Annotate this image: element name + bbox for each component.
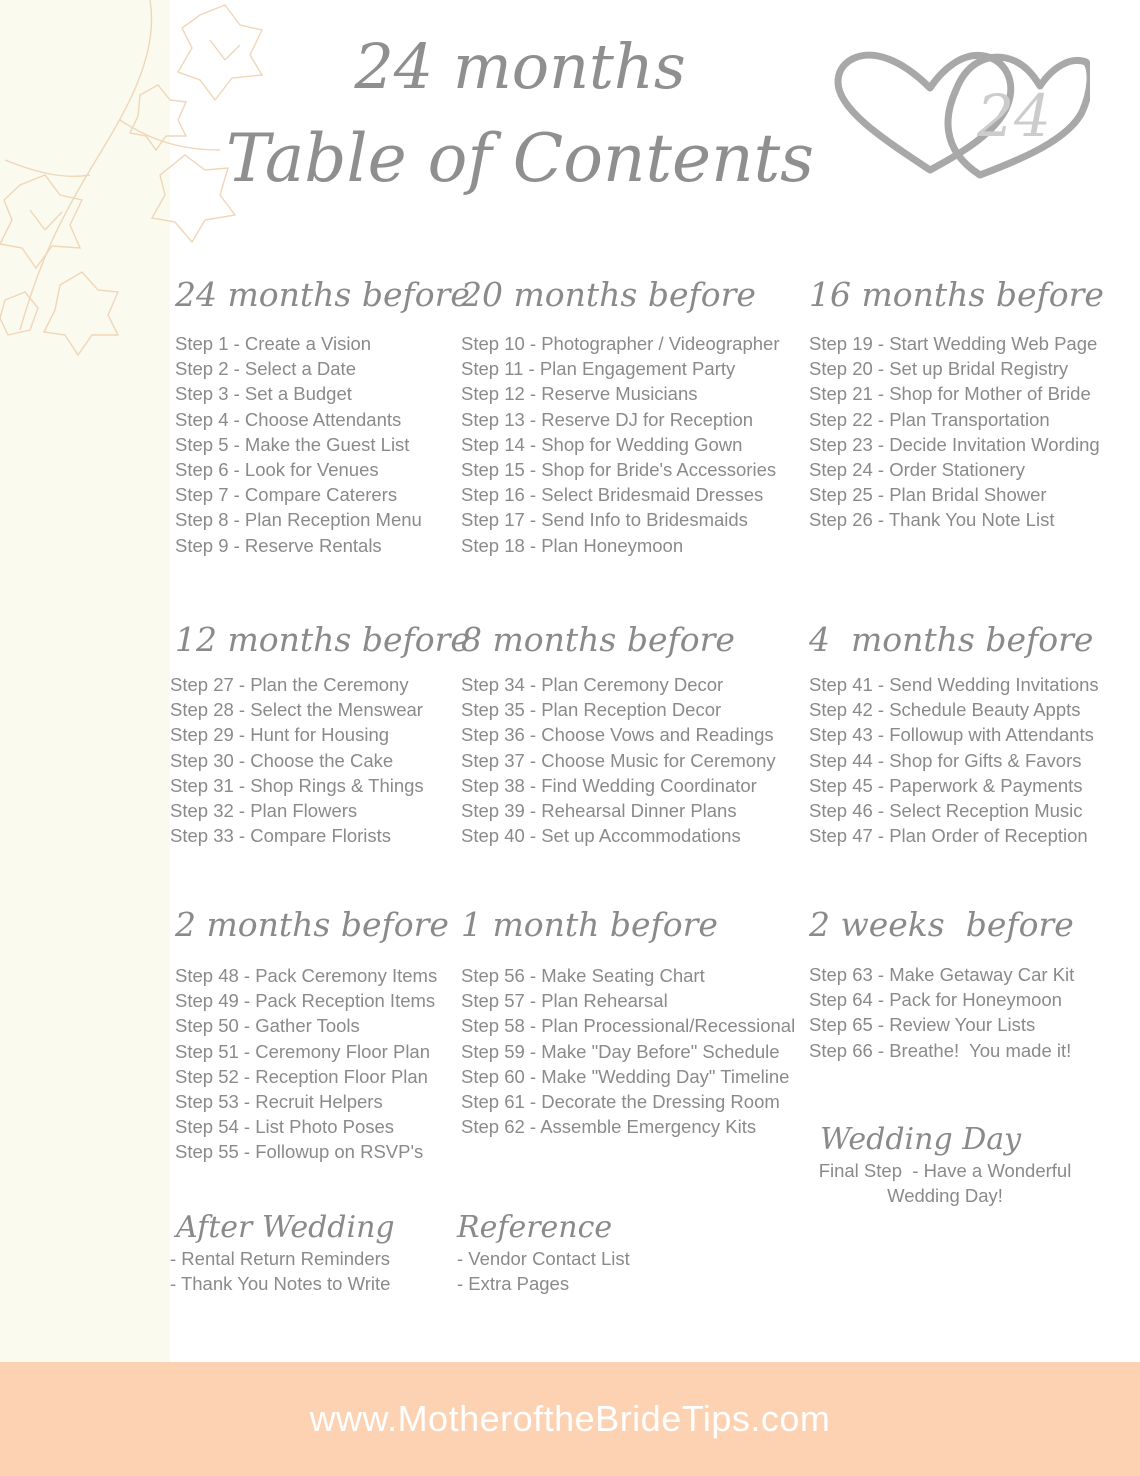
section-2-weeks [809,905,1074,1063]
section-2-months [175,905,449,1165]
reference-list [457,1246,630,1296]
double-heart-icon [830,50,1090,185]
list-item: Step 15 - Shop for Bride's Accessories [461,459,777,481]
step-list [170,672,470,848]
list-item: Step 55 - Followup on RSVP's [175,1141,424,1163]
list-item: Step 9 - Reserve Rentals [175,534,382,556]
footer-url[interactable]: www.MotheroftheBrideTips.com [0,1362,1140,1476]
step-list [175,331,470,558]
step-list [461,331,780,558]
list-item: Step 57 - Plan Rehearsal [461,990,668,1012]
list-item: Step 22 - Plan Transportation [809,408,1050,430]
section-heading: 4 months before [809,620,1094,659]
heart-number: 24 [977,82,1051,150]
list-item: Step 20 - Set up Bridal Registry [809,358,1069,380]
list-item: Step 30 - Choose the Cake [170,749,394,771]
list-item: Step 39 - Rehearsal Dinner Plans [461,800,737,822]
list-item: Step 4 - Choose Attendants [175,408,402,430]
list-item: Step 24 - Order Stationery [809,459,1025,481]
list-item: Step 21 - Shop for Mother of Bride [809,383,1091,405]
list-item: Step 5 - Make the Guest List [175,433,410,455]
page-title-line1: 24 months [354,30,686,103]
list-item: Step 63 - Make Getaway Car Kit [809,964,1075,985]
list-item: Step 60 - Make "Wedding Day" Timeline [461,1065,790,1087]
list-item: Step 54 - List Photo Poses [175,1116,395,1138]
list-item: Step 48 - Pack Ceremony Items [175,965,438,986]
list-item: Step 8 - Plan Reception Menu [175,509,422,531]
list-item: - Thank You Notes to Write [170,1273,391,1295]
section-12-months [170,620,470,848]
list-item: Step 6 - Look for Venues [175,459,379,481]
list-item: Step 17 - Send Info to Bridesmaids [461,509,748,531]
list-item: Step 2 - Select a Date [175,358,356,380]
list-item: Step 43 - Followup with Attendants [809,724,1094,746]
list-item: - Rental Return Reminders [170,1248,391,1269]
list-item: Step 65 - Review Your Lists [809,1014,1036,1036]
list-item: Step 56 - Make Seating Chart [461,965,705,986]
list-item: Step 51 - Ceremony Floor Plan [175,1040,431,1062]
list-item: Step 62 - Assemble Emergency Kits [461,1116,757,1138]
list-item: Step 61 - Decorate the Dressing Room [461,1091,780,1113]
list-item: Step 27 - Plan the Ceremony [170,674,409,695]
step-list [809,331,1104,533]
section-1-month [461,905,795,1139]
list-item: Step 40 - Set up Accommodations [461,825,741,847]
after-wedding-list [170,1246,395,1296]
list-item: Step 33 - Compare Florists [170,825,392,847]
list-item: Step 36 - Choose Vows and Readings [461,724,774,746]
list-item: Step 44 - Shop for Gifts & Favors [809,749,1082,771]
list-item: Step 35 - Plan Reception Decor [461,699,722,721]
section-wedding-day [815,1122,1075,1208]
section-heading: 2 weeks before [809,905,1074,944]
list-item: Step 66 - Breathe! You made it! [809,1039,1072,1061]
section-heading: After Wedding [176,1210,395,1245]
section-after-wedding [170,1210,395,1296]
section-heading: Wedding Day [820,1122,1022,1157]
list-item: Step 53 - Recruit Helpers [175,1091,383,1113]
list-item: Step 64 - Pack for Honeymoon [809,989,1062,1011]
list-item: Step 19 - Start Wedding Web Page [809,333,1098,354]
list-item: Step 47 - Plan Order of Reception [809,825,1088,847]
section-heading: Reference [457,1210,613,1245]
step-list [461,963,795,1139]
list-item: Step 26 - Thank You Note List [809,509,1055,531]
list-item: Step 7 - Compare Caterers [175,484,398,506]
list-item: Step 1 - Create a Vision [175,333,372,354]
list-item: Step 14 - Shop for Wedding Gown [461,433,743,455]
list-item: Step 42 - Schedule Beauty Appts [809,699,1081,721]
step-list [461,672,776,848]
list-item: Step 25 - Plan Bridal Shower [809,484,1047,506]
list-item: Step 16 - Select Bridesmaid Dresses [461,484,764,506]
section-4-months [809,620,1099,848]
list-item: Step 31 - Shop Rings & Things [170,774,424,796]
list-item: - Extra Pages [457,1273,570,1295]
final-step-line1: Final Step - Have a Wonderful [818,1160,1072,1181]
section-24-months [175,275,470,558]
step-list [809,962,1074,1063]
list-item: Step 59 - Make "Day Before" Schedule [461,1040,780,1062]
list-item: Step 58 - Plan Processional/Recessional [461,1015,796,1037]
list-item: Step 12 - Reserve Musicians [461,383,698,405]
list-item: Step 52 - Reception Floor Plan [175,1065,428,1087]
list-item: Step 34 - Plan Ceremony Decor [461,674,724,695]
section-heading: 24 months before [175,275,470,314]
section-heading: 12 months before [175,620,470,659]
list-item: Step 28 - Select the Menswear [170,699,423,721]
list-item: Step 13 - Reserve DJ for Reception [461,408,754,430]
section-heading: 20 months before [461,275,756,314]
section-heading: 16 months before [809,275,1104,314]
list-item: Step 45 - Paperwork & Payments [809,774,1083,796]
list-item: Step 37 - Choose Music for Ceremony [461,749,776,771]
section-20-months [461,275,780,558]
final-step-line2: Wedding Day! [887,1185,1003,1206]
list-item: - Vendor Contact List [457,1248,630,1269]
step-list [175,963,449,1165]
list-item: Step 10 - Photographer / Videographer [461,333,780,354]
list-item: Step 49 - Pack Reception Items [175,990,436,1012]
section-heading: 1 month before [461,905,718,944]
list-item: Step 46 - Select Reception Music [809,800,1083,822]
section-8-months [461,620,776,848]
list-item: Step 18 - Plan Honeymoon [461,534,684,556]
section-reference [457,1210,630,1296]
section-heading: 2 months before [175,905,449,944]
step-list [809,672,1099,848]
list-item: Step 41 - Send Wedding Invitations [809,674,1099,695]
list-item: Step 29 - Hunt for Housing [170,724,390,746]
list-item: Step 3 - Set a Budget [175,383,352,405]
list-item: Step 23 - Decide Invitation Wording [809,433,1100,455]
section-heading: 8 months before [461,620,735,659]
list-item: Step 32 - Plan Flowers [170,800,358,822]
list-item: Step 50 - Gather Tools [175,1015,360,1037]
list-item: Step 38 - Find Wedding Coordinator [461,774,757,796]
page-title-line2: Table of Contents [225,120,814,197]
list-item: Step 11 - Plan Engagement Party [461,358,736,380]
section-16-months [809,275,1104,533]
